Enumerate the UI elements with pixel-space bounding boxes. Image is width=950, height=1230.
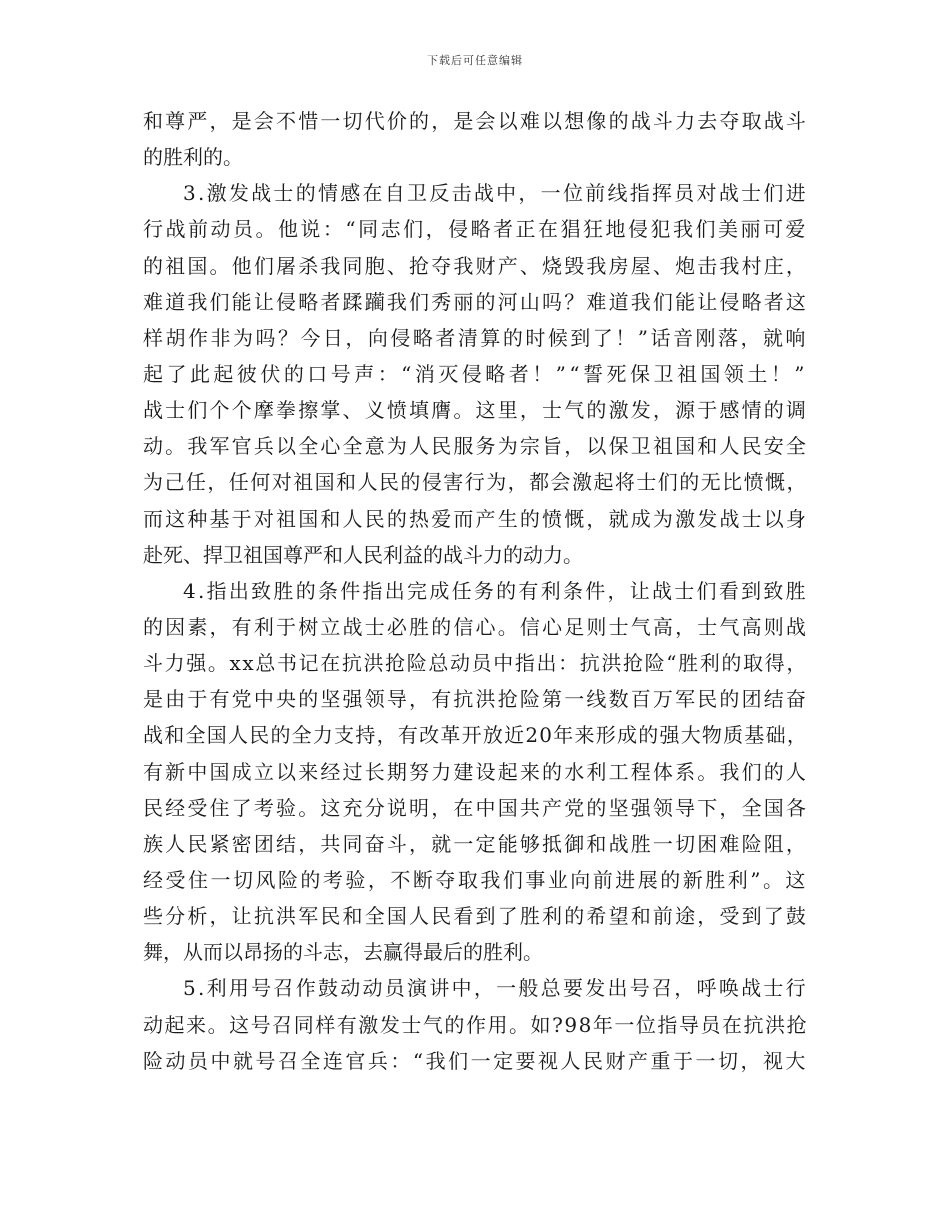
text-line: 战士们个个摩拳擦掌、义愤填膺。这里，士气的激发，源于感情的调 xyxy=(143,398,809,423)
text-line: 险动员中就号召全连官兵：“我们一定要视人民财产重于一切，视大 xyxy=(143,1048,808,1073)
text-line: 行战前动员。他说：“同志们，侵略者正在猖狂地侵犯我们美丽可爱 xyxy=(143,217,808,242)
text-line: 些分析，让抗洪军民和全国人民看到了胜利的希望和前途，受到了鼓 xyxy=(143,904,809,929)
text-line: 难道我们能让侵略者蹂躏我们秀丽的河山吗？难道我们能让侵略者这 xyxy=(143,289,809,314)
text-line: 的祖国。他们屠杀我同胞、抢夺我财产、烧毁我房屋、炮击我村庄， xyxy=(143,253,809,278)
text-line: 4.指出致胜的条件指出完成任务的有利条件，让战士们看到致胜 xyxy=(183,578,808,603)
text-line: 赴死、捍卫祖国尊严和人民利益的战斗力的动力。 xyxy=(143,542,583,567)
text-line: 样胡作非为吗？今日，向侵略者清算的时候到了！”话音刚落，就响 xyxy=(143,325,808,350)
text-line: 民经受住了考验。这充分说明，在中国共产党的坚强领导下，全国各 xyxy=(143,795,809,820)
page-header: 下载后可任意编辑 xyxy=(427,54,523,67)
text-line: 起了此起彼伏的口号声：“消灭侵略者！”“誓死保卫祖国领土！” xyxy=(143,361,808,386)
text-line: 的因素，有利于树立战士必胜的信心。信心足则士气高，士气高则战 xyxy=(143,614,809,639)
text-line: 动。我军官兵以全心全意为人民服务为宗旨，以保卫祖国和人民安全 xyxy=(143,434,809,459)
text-line: 3.激发战士的情感在自卫反击战中，一位前线指挥员对战士们进 xyxy=(183,181,808,206)
text-line: 的胜利的。 xyxy=(143,145,243,170)
text-line: 动起来。这号召同样有激发士气的作用。如?98年一位指导员在抗洪抢 xyxy=(143,1012,809,1037)
text-line: 有新中国成立以来经过长期努力建设起来的水利工程体系。我们的人 xyxy=(143,759,809,784)
document-body xyxy=(143,103,808,1079)
text-line: 斗力强。xx总书记在抗洪抢险总动员中指出：抗洪抢险“胜利的取得， xyxy=(143,651,808,676)
text-line: 舞，从而以昂扬的斗志，去赢得最后的胜利。 xyxy=(143,940,543,965)
text-line: 经受住一切风险的考验，不断夺取我们事业向前进展的新胜利”。这 xyxy=(143,867,808,892)
text-line: 是由于有党中央的坚强领导，有抗洪抢险第一线数百万军民的团结奋 xyxy=(143,687,809,712)
text-line: 5.利用号召作鼓动动员演讲中，一般总要发出号召，呼唤战士行 xyxy=(183,976,808,1001)
text-line: 为己任，任何对祖国和人民的侵害行为，都会激起将士们的无比愤慨， xyxy=(143,470,808,495)
text-line: 而这种基于对祖国和人民的热爱而产生的愤慨，就成为激发战士以身 xyxy=(143,506,809,531)
text-line: 和尊严，是会不惜一切代价的，是会以难以想像的战斗力去夺取战斗 xyxy=(143,109,809,133)
text-line: 族人民紧密团结，共同奋斗，就一定能够抵御和战胜一切困难险阻， xyxy=(143,831,809,856)
text-line: 战和全国人民的全力支持，有改革开放近20年来形成的强大物质基础， xyxy=(143,723,809,748)
